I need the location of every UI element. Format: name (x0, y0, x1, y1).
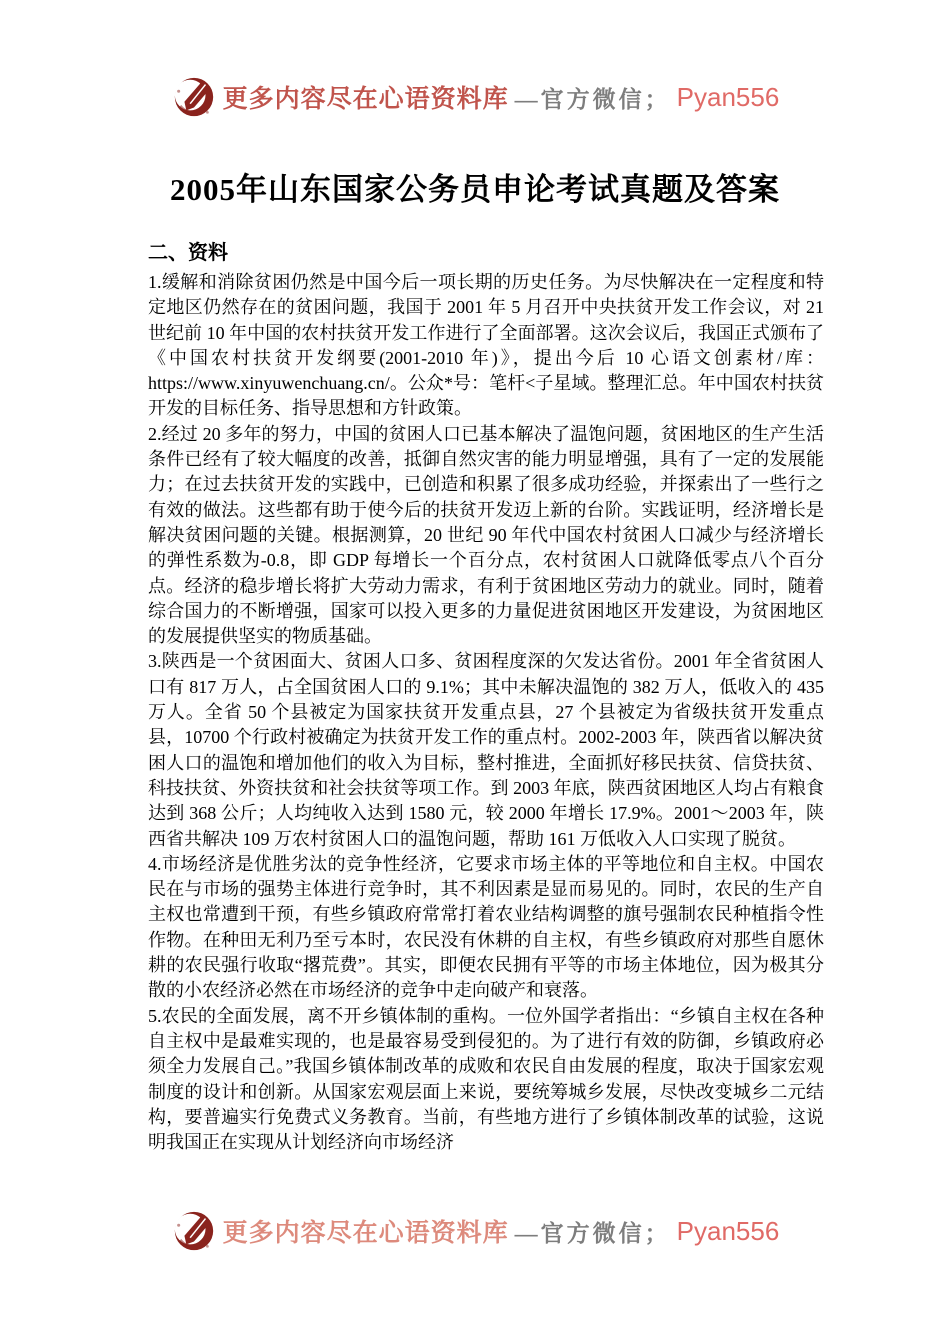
paragraph-3: 3.陕西是一个贫困面大、贫困人口多、贫困程度深的欠发达省份。2001 年全省贫困人口有 817 万人，占全国贫困人口的 9.1%；其中未解决温饱的 382 万人，低收入的 435 万人。全省 50 个县被定为国家扶贫开发重点县，27 个县被定为省级扶贫开发重点县，10700 个行政村被确定为扶贫开发工作的重点村。2002-2003 年，陕西省以解决贫困人口的温饱和增加他们的收入为目标，整村推进，全面抓好移民扶贫、信贷扶贫、科技扶贫、外资扶贫和社会扶贫等项工作。到 2003 年底，陕西贫困地区人均占有粮食达到 368 公斤；人均纯收入达到 1580 元，较 2000 年增长 17.9%。2001～2003 年，陕西省共解决 109 万农村贫困人口的温饱问题，帮助 161 万低收入人口实现了脱贫。 (148, 651, 824, 849)
watermark-separator-text: —官方微信； (514, 1220, 671, 1246)
watermark-wechat-id: Pyan556 (676, 1215, 780, 1246)
paragraph-2: 2.经过 20 多年的努力，中国的贫困人口已基本解决了温饱问题，贫困地区的生产生活条件已经有了较大幅度的改善，抵御自然灾害的能力明显增强，具有了一定的发展能力；在过去扶贫开发的实践中，已创造和积累了很多成功经验，并探索出了一些行之有效的做法。这些都有助于使今后的扶贫开发迈上新的台阶。实践证明，经济增长是解决贫困问题的关键。根据测算，20 世纪 90 年代中国农村贫困人口减少与经济增长的弹性系数为-0.8，即 GDP 每增长一个百分点，农村贫困人口就降低零点八个百分点。经济的稳步增长将扩大劳动力需求，有利于贫困地区劳动力的就业。同时，随着综合国力的不断增强，国家可以投入更多的力量促进贫困地区开发建设，为贫困地区的发展提供坚实的物质基础。 (148, 423, 824, 647)
section-heading: 二、资料 (148, 242, 228, 264)
paragraph-5: 5.农民的全面发展，离不开乡镇体制的重构。一位外国学者指出：“乡镇自主权在各种自主权中是最难实现的，也是最容易受到侵犯的。为了进行有效的防御，乡镇政府必须全力发展自己。”我国乡镇体制改革的成败和农民自由发展的程度，取决于国家宏观制度的设计和创新。从国家宏观层面上来说，要统筹城乡发展，尽快改变城乡二元结构，要普遍实行免费式义务教育。当前，有些地方进行了乡镇体制改革的试验，这说明我国正在实现从计划经济向市场经济 (148, 1005, 824, 1153)
page-title: 2005年山东国家公务员申论考试真题及答案 (170, 171, 780, 207)
pen-nib-circle-icon (171, 1208, 217, 1254)
header-watermark (0, 74, 950, 120)
paragraph-4: 4.市场经济是优胜劣汰的竞争性经济，它要求市场主体的平等地位和自主权。中国农民在与市场的强势主体进行竞争时，其不利因素是显而易见的。同时，农民的生产自主权也常遭到干预，有些乡镇政府常常打着农业结构调整的旗号强制农民种植指令性作物。在种田无利乃至亏本时，农民没有休耕的自主权，有些乡镇政府对那些自愿休耕的农民强行收取“撂荒费”。其实，即便农民拥有平等的市场主体地位，因为极其分散的小农经济必然在市场经济的竞争中走向破产和衰落。 (148, 853, 824, 1001)
pen-nib-circle-icon (171, 74, 217, 120)
watermark-main-text: 更多内容尽在心语资料库 (222, 1220, 509, 1247)
footer-watermark (0, 1208, 950, 1254)
watermark-separator-text: —官方微信； (514, 86, 671, 112)
watermark-main-text: 更多内容尽在心语资料库 (222, 86, 509, 113)
watermark-wechat-id: Pyan556 (676, 81, 780, 112)
paragraph-1: 1.缓解和消除贫困仍然是中国今后一项长期的历史任务。为尽快解决在一定程度和特定地区仍然存在的贫困问题，我国于 2001 年 5 月召开中央扶贫开发工作会议，对 21 世纪前 10 年中国的农村扶贫开发工作进行了全面部署。这次会议后，我国正式颁布了《中国农村扶贫开发纲要(2001-2010 年)》，提出今后 10 心语文创素材/库： https://www.xinyuwenchuang.cn/。公众*号：笔杆<子星域。整理汇总。年中国农村扶贫开发的目标任务、指导思想和方针政策。 (148, 272, 824, 419)
document-body (148, 240, 824, 1155)
